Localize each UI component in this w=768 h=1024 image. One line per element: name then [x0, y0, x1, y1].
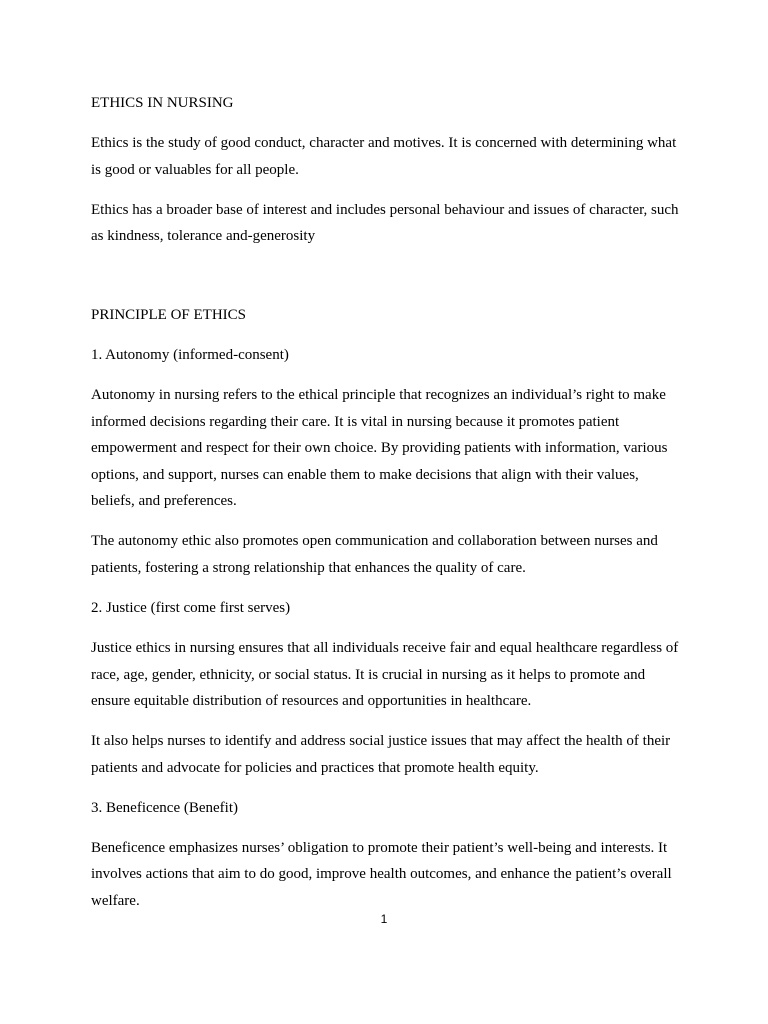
- principle-heading-beneficence: 3. Beneficence (Benefit): [91, 799, 239, 816]
- principle-heading-justice: 2. Justice (first come first serves): [91, 600, 291, 617]
- principle-paragraph: Beneficence emphasizes nurses’ obligation to promote their patient’s well-being and interests. It involves actions that aim to do good, improve health outcomes, and enhance the patient’s overall welfare.: [91, 839, 672, 909]
- principle-paragraph: It also helps nurses to identify and address social justice issues that may affect the health of their patients and advocate for policies and practices that promote health equity.: [91, 733, 671, 776]
- principle-paragraph: Autonomy in nursing refers to the ethical principle that recognizes an individual’s right to make informed decisions regarding their care. It is vital in nursing because it promotes patient empowerment and respect for their own choice. By providing patients with information, various options, and support, nurses can enable them to make decisions that align with their values, beliefs, and preferences.: [91, 387, 668, 510]
- intro-paragraph: Ethics has a broader base of interest and includes personal behaviour and issues of character, such as kindness, tolerance and-generosity: [91, 201, 679, 245]
- section-heading: PRINCIPLE OF ETHICS: [91, 307, 247, 324]
- principle-paragraph: Justice ethics in nursing ensures that all individuals receive fair and equal healthcare regardless of race, age, gender, ethnicity, or social status. It is crucial in nursing as it helps to promote and ensure equitable distribution of resources and opportunities in healthcare.: [91, 640, 679, 710]
- principle-heading-autonomy: 1. Autonomy (informed-consent): [91, 347, 289, 364]
- section-spacer: [91, 263, 679, 302]
- document-title: ETHICS IN NURSING: [91, 95, 234, 111]
- page-number: 1: [380, 912, 388, 926]
- principle-paragraph: The autonomy ethic also promotes open communication and collaboration between nurses and patients, fostering a strong relationship that enhances the quality of care.: [91, 533, 658, 577]
- intro-paragraph: Ethics is the study of good conduct, character and motives. It is concerned with determining what is good or valuables for all people.: [91, 134, 677, 178]
- document-body: [91, 90, 679, 928]
